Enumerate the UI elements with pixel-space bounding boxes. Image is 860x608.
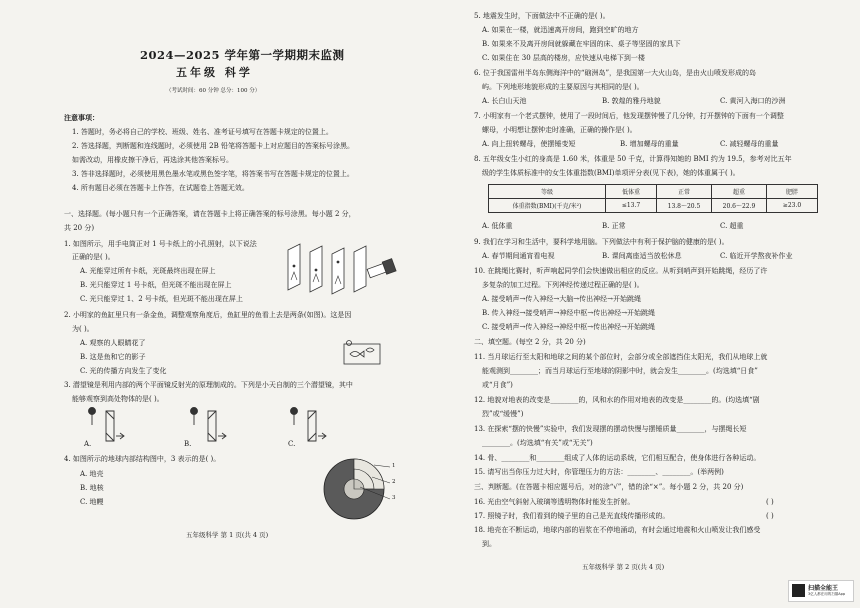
q16: 16. 光由空气斜射入玻璃等透明物体时能发生折射。 [474, 498, 635, 506]
q4-option-c: C. 地幔 [80, 498, 104, 506]
q7-option-a: A. 向上扭转螺母，使摆锤变短 [482, 140, 576, 148]
q4-option-b: B. 地核 [80, 484, 104, 492]
q5-option-c: C. 如果住在 30 层高的楼房，应快速从电梯下到一楼 [482, 54, 645, 62]
q9-stem: 9. 我们在学习和生活中，要科学地用脑。下列做法中有利于保护脑的健康的是( )。 [474, 238, 729, 246]
notice-2-cont: 如需改动，用橡皮擦干净后，再选涂其他答案标号。 [72, 156, 233, 164]
q3-stem: 3. 潜望镜是利用内部的两个平面镜反射光的原理制成的。下列是小天自制的三个潜望镜，其中 [64, 381, 353, 389]
q7-stem: 7. 小明家有一个老式摆钟，使用了一段时间后，他发现摆钟慢了几分钟，打开摆钟的下面有一个调整 [474, 112, 784, 120]
q4-option-a: A. 地壳 [80, 470, 104, 478]
q3-option-a: A. [84, 440, 92, 448]
q2-option-b: B. 这是鱼和它的影子 [80, 353, 146, 361]
exam-info: （考试时间：60 分钟 总分：100 分） [166, 88, 261, 94]
table-row [489, 199, 818, 213]
q1-option-c: C. 光只能穿过 1、2 号卡纸，但光斑不能出现在屏上 [80, 295, 243, 303]
q1-stem-cont: 正确的是( )。 [72, 253, 115, 261]
q12-line-2: 烈”或“缓慢”) [482, 410, 524, 418]
earth-structure-figure [320, 455, 400, 523]
section3-heading: 三、判断题。(在答题卡相应题号后，对的涂“√”，错的涂“×”。每小题 2 分，共 20 分) [474, 483, 744, 491]
notice-2: 2. 答选择题，判断题和连线题时，必须使用 2B 铅笔将答题卡上对应题目的答案标号涂黑。 [72, 142, 354, 150]
page2-footer: 五年级科学 第 2 页(共 4 页) [582, 563, 665, 571]
table-cell: ≥23.0 [767, 199, 818, 213]
section1-heading-cont: 共 20 分) [64, 224, 95, 232]
table-cell: 13.8～20.5 [657, 199, 712, 213]
notice-title: 注意事项： [64, 113, 99, 122]
q1-option-b: B. 光只能穿过 1 号卡纸，但光斑不能出现在屏上 [80, 281, 232, 289]
q13-line-2: ________。(均选填“有关”或“无关”) [482, 439, 593, 447]
q8-stem: 8. 五年级女生小红的身高是 1.60 米，体重是 50 千克，计算得知她的 BMI 约为 19.5，参考对比五年 [474, 155, 792, 163]
page-2 [430, 0, 860, 608]
q12-line-1: 12. 地貌对地表的改变是________的，风和水的作用对地表的改变是________的。(均选填“剧 [474, 396, 760, 404]
q4-stem: 4. 如图所示的地球内部结构图中，3 表示的是( )。 [64, 455, 221, 463]
q7-stem-cont: 螺母，小明想让摆钟走时准确，正确的操作是( )。 [482, 126, 637, 134]
q5-option-a: A. 如果在一楼，就迅速离开房间，跑到空旷的地方 [482, 26, 639, 34]
q1-stem: 1. 如图所示，用手电筒正对 1 号卡纸上的小孔照射，以下说法 [64, 240, 257, 248]
q8-stem-cont: 级的学生体质标准中的女生体重指数(BMI)单项评分表(见下表)，她的体重属于( )。 [482, 169, 740, 177]
q2-option-a: A. 观察的人眼睛花了 [80, 339, 146, 347]
q5-stem: 5. 地震发生时，下面做法中不正确的是( )。 [474, 12, 610, 20]
q7-option-b: B. 增加螺母的重量 [620, 140, 679, 148]
watermark-brand: 扫描全能王 [808, 585, 839, 592]
q9-option-c: C. 临近开学熬夜补作业 [720, 252, 793, 260]
table-cell: ≤13.7 [606, 199, 657, 213]
q11-line-3: 或“月食”) [482, 381, 513, 389]
q6-stem-cont: 屿。下列地形地貌形成的主要原因与其相同的是( )。 [482, 83, 644, 91]
q10-option-b: B. 传入神经→接受哨声→神经中枢→传出神经→开始跳绳 [482, 309, 656, 317]
q10-stem-cont: 多复杂的加工过程。下列神经传递过程正确的是( )。 [482, 281, 644, 289]
q2-stem: 2. 小明家的鱼缸里只有一条金鱼，调整观察角度后，鱼缸里的鱼看上去是两条(如图)。这是因 [64, 311, 352, 319]
q8-option-a: A. 低体重 [482, 222, 513, 230]
table-header-cell: 低体重 [606, 185, 657, 199]
notice-4: 4. 所有题目必须在答题卡上作答，在试题卷上答题无效。 [72, 184, 249, 192]
earth-label-3: 3 [392, 495, 396, 501]
q5-option-b: B. 如果来不及离开房间就躲藏在牢固的床、桌子等坚固的家具下 [482, 40, 681, 48]
q15: 15. 请写出当你压力过大时，你管理压力的方法：________、________。(举两例) [474, 468, 724, 476]
table-header-cell: 肥胖 [767, 185, 818, 199]
q9-option-a: A. 春节期间通宵看电视 [482, 252, 555, 260]
q10-stem: 10. 在跳绳比赛时，听声响起同学们会快速做出相应的反应。从听到哨声到开始跳绳，经历了许 [474, 267, 768, 275]
section2-heading: 二、填空题。(每空 2 分，共 20 分) [474, 338, 586, 346]
section1-heading: 一、选择题。(每小题只有一个正确答案，请在答题卡上将正确答案的标号涂黑。每小题 2 分， [64, 210, 356, 218]
table-cell: 20.6～22.9 [712, 199, 767, 213]
qr-code-icon [792, 584, 805, 597]
table-header-cell: 正常 [657, 185, 712, 199]
q10-option-c: C. 接受哨声→传入神经→神经中枢→传出神经→开始跳绳 [482, 323, 656, 331]
q8-option-c: C. 超重 [720, 222, 744, 230]
q13-line-1: 13. 在探索“摆的快慢”实验中，我们发现摆的摆动快慢与摆锤质量________，与摆绳长短 [474, 425, 747, 433]
notice-1: 1. 答题时，务必将自己的学校、班级、姓名、准考证号填写在答题卡规定的位置上。 [72, 128, 333, 136]
q2-stem-cont: 为( )。 [72, 325, 94, 333]
q7-option-c: C. 减轻螺母的重量 [720, 140, 779, 148]
q17-answer-blank: ( ) [766, 512, 774, 520]
q11-line-2: 能观测到________；而当月球运行至地球的阴影中时，就会发生________。(均选填“日食” [482, 367, 758, 375]
watermark-tagline: 3亿人都在用的扫描App [808, 592, 846, 596]
earth-label-2: 2 [392, 479, 396, 485]
exam-subtitle: 五年级 科学 [176, 66, 253, 79]
exam-title: 2024—2025 学年第一学期期末监测 [140, 48, 345, 62]
q11-line-1: 11. 当月球运行至太阳和地球之间的某个部位时，会部分或全部遮挡住太阳光，我们从地球上就 [474, 353, 768, 361]
q10-option-a: A. 接受哨声→传入神经→大脑→传出神经→开始跳绳 [482, 295, 641, 303]
page1-footer: 五年级科学 第 1 页(共 4 页) [186, 531, 269, 539]
bmi-table [488, 184, 818, 213]
table-row [489, 185, 818, 199]
q16-answer-blank: ( ) [766, 498, 774, 506]
q6-option-c: C. 黄河入海口的沙洲 [720, 97, 786, 105]
table-header-cell: 等级 [489, 185, 606, 199]
scanner-watermark [788, 580, 854, 602]
q6-option-b: B. 敦煌的雅丹地貌 [602, 97, 661, 105]
q18-line-2: 到。 [482, 540, 496, 548]
q2-option-c: C. 光的传播方向发生了变化 [80, 367, 167, 375]
fish-tank-figure [340, 338, 386, 368]
q8-option-b: B. 正常 [602, 222, 626, 230]
periscopes-figure [82, 403, 382, 453]
q3-option-c: C. [288, 440, 296, 448]
q3-option-b: B. [184, 440, 192, 448]
earth-label-1: 1 [392, 463, 396, 469]
q18-line-1: 18. 地壳在不断运动，地球内部的岩浆在不停地涌动，有时会通过地震和火山喷发让我们感受 [474, 526, 761, 534]
q6-stem: 6. 位于我国雷州半岛东侧海洋中的“硇洲岛”，是我国第一大火山岛，是由火山喷发形成的岛 [474, 69, 757, 77]
q14: 14. 骨、________和________组成了人体的运动系统，它们相互配合，使身体进行各种运动。 [474, 454, 761, 462]
notice-3: 3. 答非选择题时，必须使用黑色墨水笔或黑色签字笔，将答案书写在答题卡规定的位置上。 [72, 170, 354, 178]
table-header-cell: 超重 [712, 185, 767, 199]
q1-option-a: A. 光能穿过所有卡纸，光斑最终出现在屏上 [80, 267, 216, 275]
q17: 17. 照镜子时，我们看到的镜子里的自己是光直线传播形成的。 [474, 512, 670, 520]
flashlight-cards-figure [282, 240, 402, 296]
q9-option-b: B. 课间离座适当放松休息 [602, 252, 682, 260]
table-cell: 体重指数(BMI)(千克/米²) [489, 199, 606, 213]
q6-option-a: A. 长白山天池 [482, 97, 527, 105]
q3-stem-cont: 能够观察到高处物体的是( )。 [72, 395, 164, 403]
